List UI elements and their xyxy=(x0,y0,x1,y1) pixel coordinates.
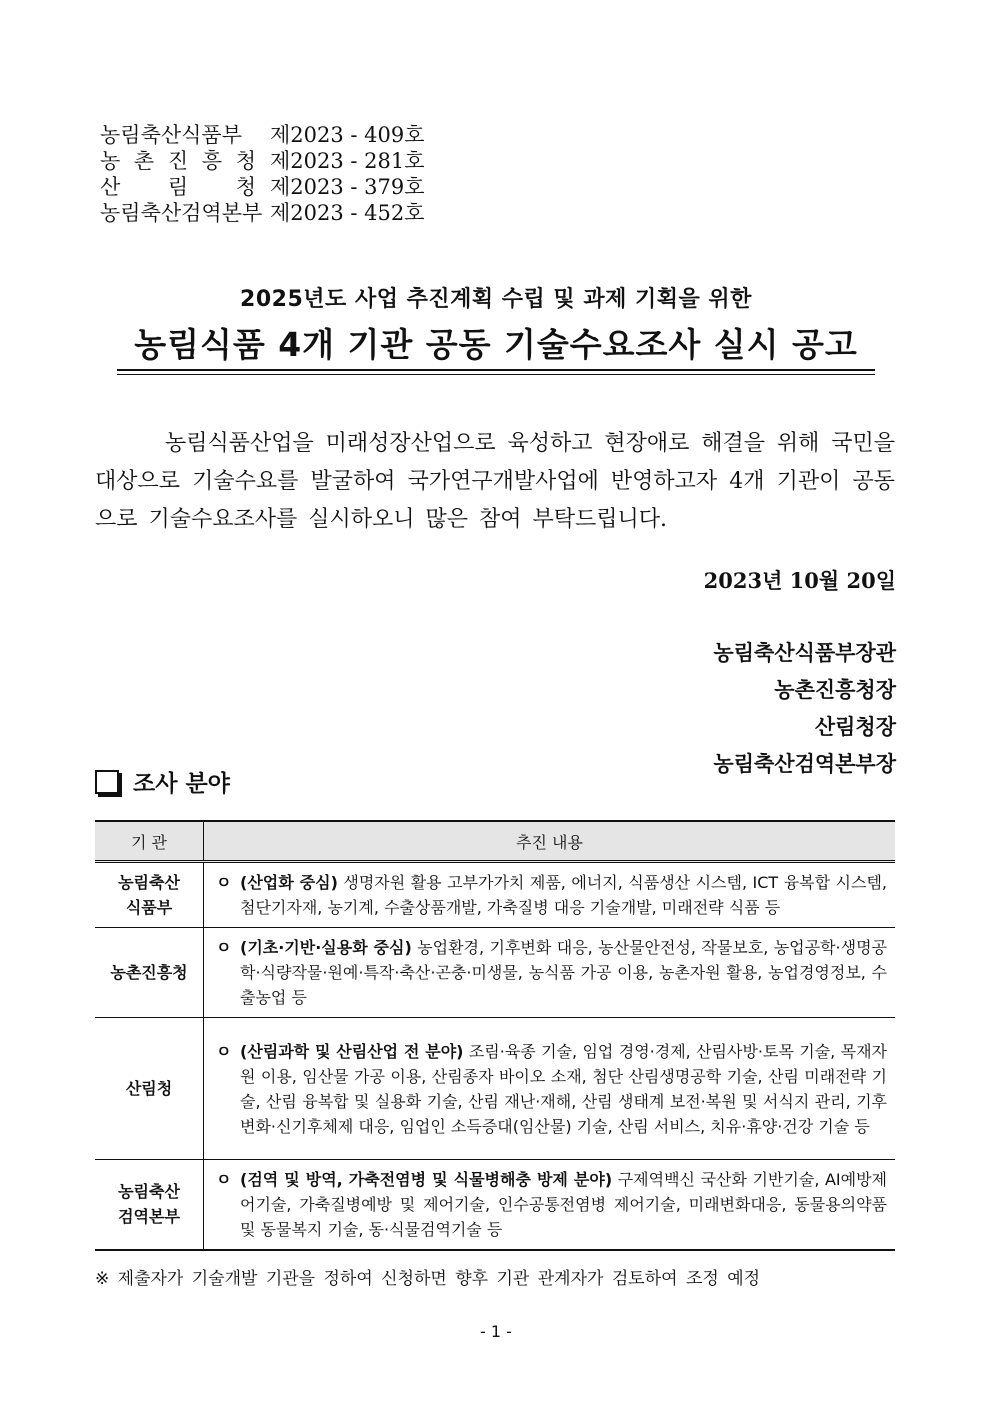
notice-org: 농림축산검역본부 xyxy=(100,201,263,225)
section-heading xyxy=(95,765,230,798)
footnote: ※ 제출자가 기술개발 기관을 정하여 신청하면 향후 기관 관계자가 검토하여 조정 예정 xyxy=(95,1269,761,1289)
survey-field-table xyxy=(95,820,895,1251)
header-agency: 기 관 xyxy=(95,821,204,862)
notice-number-list xyxy=(100,122,425,226)
table-header-row xyxy=(95,821,895,862)
page-number: - 1 - xyxy=(480,1322,512,1341)
content-cell xyxy=(204,928,896,1018)
item-description: 구제역백신 국산화 기반기술, AI예방제어기술, 가축질병예방 및 제어기술, 인수공통전염병 제어기술, 미래변화대응, 동물용의약품 및 동물복지 기술, 동·식물검역기술 등 xyxy=(240,1169,887,1239)
content-cell xyxy=(204,1018,896,1160)
agency-cell: 농림축산 검역본부 xyxy=(95,1160,204,1250)
title-main: 농림식품 4개 기관 공동 기술수요조사 실시 공고 xyxy=(134,325,858,364)
checkbox-icon xyxy=(95,770,119,794)
announcement-date: 2023년 10월 20일 xyxy=(703,568,896,593)
content-cell xyxy=(204,862,896,928)
notice-row xyxy=(100,200,425,226)
focus-label: (산림과학 및 산림산업 전 분야) xyxy=(240,1041,464,1061)
item-description: 농업환경, 기후변화 대응, 농산물안전성, 작물보호, 농업공학·생명공학·식량작물·원예·특작·축산·곤충·미생물, 농식품 가공 이용, 농촌자원 활용, 농업경영정보, 수출농업 등 xyxy=(240,938,887,1007)
bullet-icon: ㅇ xyxy=(216,938,232,957)
notice-number: 제2023 - 452호 xyxy=(270,201,425,225)
announcement-title xyxy=(0,282,992,366)
title-subtitle: 2025년도 사업 추진계획 수립 및 과제 기획을 위한 xyxy=(240,287,752,312)
notice-row xyxy=(100,122,425,148)
signer: 산림청장 xyxy=(814,715,896,739)
notice-number: 제2023 - 379호 xyxy=(270,175,425,199)
section-title: 조사 분야 xyxy=(133,771,230,797)
focus-label: (산업화 중심) xyxy=(240,873,338,892)
header-content: 추진 내용 xyxy=(204,821,896,862)
agency-cell: 농촌진흥청 xyxy=(95,928,204,1018)
title-underline xyxy=(117,369,875,375)
signer: 농림축산검역본부장 xyxy=(713,752,896,776)
notice-number: 제2023 - 409호 xyxy=(270,123,425,147)
item-description: 조림·육종 기술, 임업 경영·경제, 산림사방·토목 기술, 목재자원 이용, 임산물 가공 이용, 산림종자 바이오 소재, 첨단 산림생명공학 기술, 산림 미래전략 기술, 산림 융복합 및 실용화 기술, 산림 재난·재해, 산림 생태계 보전·복원 및 서식지 관리, 기후변화·신기후체제 대응, 임업인 소득증대(임산물) 기술, 산림 서비스, 치유·휴양·건강 기술 등 xyxy=(240,1041,887,1136)
focus-label: (검역 및 방역, 가축전염병 및 식물병해충 방제 분야) xyxy=(240,1169,613,1189)
intro-paragraph xyxy=(95,425,895,539)
notice-org: 산 림 청 xyxy=(100,175,256,199)
table-row xyxy=(95,1018,895,1160)
notice-row xyxy=(100,148,425,174)
signer-list xyxy=(713,635,896,783)
focus-label: (기초·기반·실용화 중심) xyxy=(240,938,412,957)
agency-cell: 산림청 xyxy=(95,1018,204,1160)
intro-text: 농림식품산업을 미래성장산업으로 육성하고 현장애로 해결을 위해 국민을 대상으로 기술수요를 발굴하여 국가연구개발사업에 반영하고자 4개 기관이 공동으로 기술수요조사를 실시하오니 많은 참여 부탁드립니다. xyxy=(95,431,895,532)
table-row xyxy=(95,1160,895,1250)
notice-row xyxy=(100,174,425,200)
notice-org: 농 촌 진 흥 청 xyxy=(100,149,256,173)
item-description: 생명자원 활용 고부가가치 제품, 에너지, 식품생산 시스템, ICT 융복합 시스템, 첨단기자재, 농기계, 수출상품개발, 가축질병 대응 기술개발, 미래전략 식품 등 xyxy=(240,873,888,917)
bullet-icon: ㅇ xyxy=(216,1041,232,1061)
content-cell xyxy=(204,1160,896,1250)
table-row xyxy=(95,928,895,1018)
agency-cell: 농림축산 식품부 xyxy=(95,862,204,928)
notice-number: 제2023 - 281호 xyxy=(270,149,425,173)
notice-org: 농림축산식품부 xyxy=(100,123,243,147)
signer: 농림축산식품부장관 xyxy=(713,641,896,665)
signer: 농촌진흥청장 xyxy=(774,678,896,702)
bullet-icon: ㅇ xyxy=(216,873,232,892)
table-row xyxy=(95,862,895,928)
bullet-icon: ㅇ xyxy=(216,1169,232,1189)
